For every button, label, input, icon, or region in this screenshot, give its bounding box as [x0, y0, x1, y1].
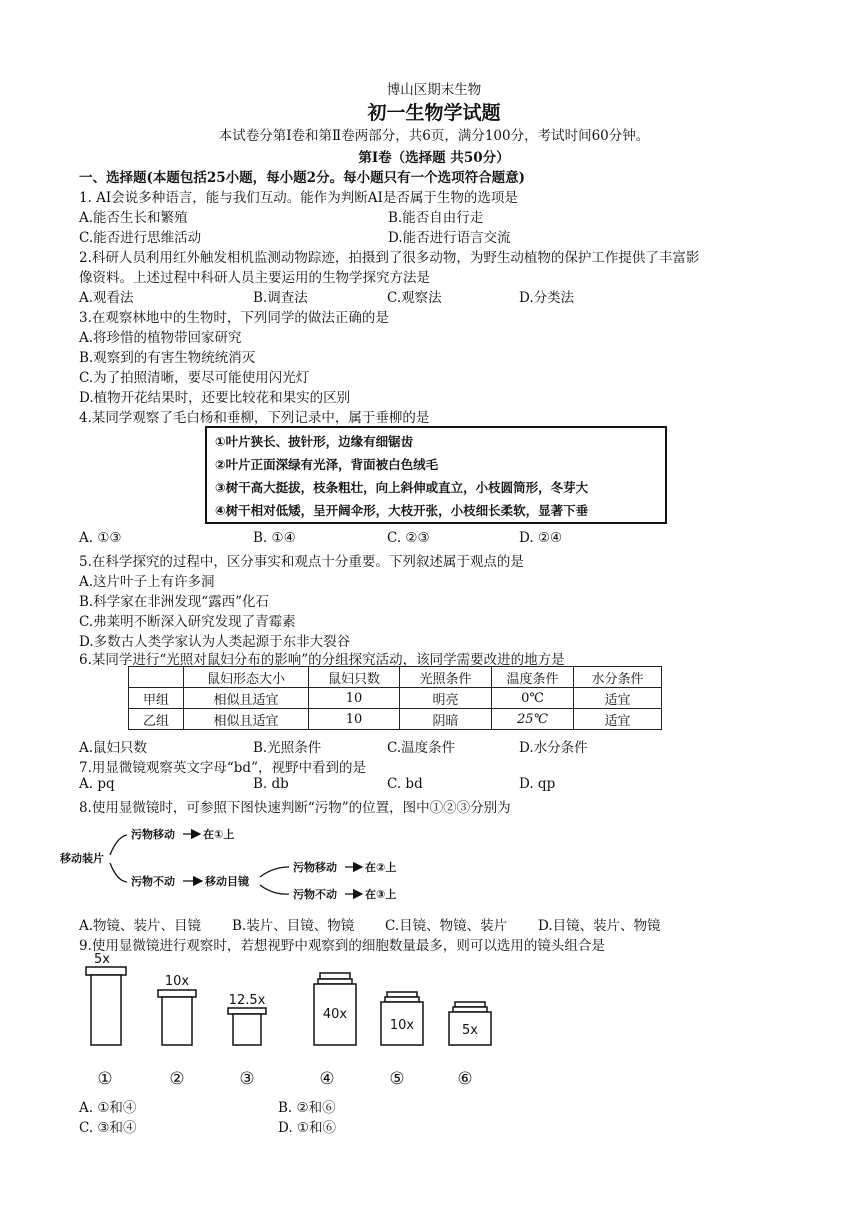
- question-9-stem: 9.使用显微镜进行观察时，若想视野中观察到的细胞数量最多，则可以选用的镜头组合是: [79, 938, 605, 954]
- question-4-option-c: C. ②③: [387, 530, 430, 546]
- table-cell: 相似且适宜: [184, 688, 309, 709]
- table-cell: 10: [309, 688, 400, 709]
- eyepiece-2-rim: [158, 990, 196, 997]
- lens-1-number: ①: [97, 1069, 113, 1089]
- table-header-cell: 温度条件: [492, 667, 574, 688]
- eyepiece-1-rim: [86, 967, 126, 975]
- question-1-option-c: C.能否进行思维活动: [79, 230, 202, 246]
- flow-still-1-label: 污物不动: [131, 875, 175, 888]
- table-header-cell: [129, 667, 184, 688]
- table-header-cell: 鼠妇只数: [309, 667, 400, 688]
- lens-2-magnification: 10x: [164, 974, 190, 989]
- table-cell: 甲组: [129, 688, 184, 709]
- eyepiece-3-icon: [233, 1014, 261, 1045]
- question-1-option-d: D.能否进行语言交流: [388, 230, 511, 246]
- lens-2-number: ②: [169, 1069, 185, 1089]
- flow-branch-upper: [110, 835, 127, 855]
- lens-1-magnification: 5x: [94, 952, 110, 967]
- exam-title: 初一生物学试题: [367, 102, 501, 124]
- table-row: [129, 709, 662, 730]
- observation-note-4: ④树干相对低矮，呈开阔伞形，大枝开张，小枝细长柔软，显著下垂: [215, 503, 589, 518]
- question-6-option-c: C.温度条件: [387, 740, 456, 756]
- question-4-option-a: A. ①③: [79, 530, 122, 546]
- question-9-option-b: B. ②和⑥: [278, 1100, 336, 1116]
- contaminant-flowchart: [55, 815, 435, 910]
- question-2-option-d: D.分类法: [519, 290, 575, 306]
- lens-5-magnification: 10x: [389, 1018, 415, 1033]
- question-1-option-b: B.能否自由行走: [388, 210, 484, 226]
- table-cell: 适宜: [574, 709, 662, 730]
- table-cell: 阴暗: [400, 709, 492, 730]
- question-9-option-d: D. ①和⑥: [278, 1120, 337, 1136]
- question-3-stem: 3.在观察林地中的生物时，下列同学的做法正确的是: [79, 310, 389, 326]
- question-3-option-a: A.将珍惜的植物带回家研究: [79, 330, 242, 346]
- question-6-option-d: D.水分条件: [519, 740, 588, 756]
- question-4-stem: 4.某同学观察了毛白杨和垂柳，下列记录中，属于垂柳的是: [79, 410, 430, 426]
- question-6-option-b: B.光照条件: [253, 740, 322, 756]
- table-header-cell: 光照条件: [400, 667, 492, 688]
- table-cell: 0℃: [492, 688, 574, 709]
- question-3-option-d: D.植物开花结果时，还要比较花和果实的区别: [79, 390, 351, 406]
- flow-branch-upper-2: [260, 867, 289, 877]
- question-7-option-d: D. qp: [519, 776, 556, 792]
- question-9-option-c: C. ③和④: [79, 1120, 137, 1136]
- table-header-row: [129, 667, 662, 688]
- question-5-option-a: A.这片叶子上有许多洞: [79, 574, 215, 590]
- experiment-table: [128, 666, 662, 730]
- flow-on-3-label: 在③上: [365, 888, 397, 901]
- question-4-option-b: B. ①④: [253, 530, 296, 546]
- eyepiece-1-icon: [91, 975, 121, 1045]
- question-9-option-a: A. ①和④: [79, 1100, 137, 1116]
- lens-5-number: ⑤: [389, 1069, 405, 1089]
- exam-subtitle: 博山区期末生物: [386, 82, 482, 98]
- exam-info: 本试卷分第Ⅰ卷和第Ⅱ卷两部分，共6页，满分100分，考试时间60分钟。: [218, 128, 650, 144]
- lens-4-magnification: 40x: [322, 1007, 348, 1022]
- question-2-option-a: A.观看法: [79, 290, 134, 306]
- microscope-lenses-figure: [78, 952, 498, 1090]
- question-8-option-a: A.物镜、装片、目镜: [79, 918, 202, 934]
- question-1-option-a: A.能否生长和繁殖: [79, 210, 188, 226]
- eyepiece-3-rim: [228, 1008, 266, 1014]
- flow-root-label: 移动装片: [60, 852, 104, 865]
- question-8-option-b: B.装片、目镜、物镜: [232, 918, 355, 934]
- flow-moves-1-label: 污物移动: [131, 828, 175, 841]
- lens-3-number: ③: [239, 1069, 255, 1089]
- table-cell: 25℃: [492, 709, 574, 730]
- question-6-stem: 6.某同学进行“光照对鼠妇分布的影响”的分组探究活动，该同学需要改进的地方是: [79, 652, 565, 668]
- table-cell: 适宜: [574, 688, 662, 709]
- flow-branch-lower: [110, 863, 127, 882]
- question-7-option-b: B. db: [253, 776, 289, 792]
- question-8-option-d: D.目镜、装片、物镜: [538, 918, 661, 934]
- table-cell: 乙组: [129, 709, 184, 730]
- flow-move-eyepiece-label: 移动目镜: [205, 875, 249, 888]
- question-7-option-a: A. pq: [79, 776, 115, 792]
- question-3-option-b: B.观察到的有害生物统统消灭: [79, 350, 256, 366]
- lens-3-magnification: 12.5x: [228, 993, 266, 1008]
- table-cell: 10: [309, 709, 400, 730]
- lens-4-number: ④: [319, 1069, 335, 1089]
- observation-notes-box: [205, 426, 667, 524]
- volume-heading: 第Ⅰ卷（选择题 共50分）: [358, 150, 510, 166]
- question-5-option-b: B.科学家在非洲发现“露西”化石: [79, 594, 270, 610]
- question-8-stem: 8.使用显微镜时，可参照下图快速判断“污物”的位置，图中①②③分别为: [79, 800, 511, 816]
- question-8-option-c: C.目镜、物镜、装片: [385, 918, 508, 934]
- eyepiece-2-icon: [162, 997, 192, 1045]
- flow-on-2-label: 在②上: [365, 861, 397, 874]
- question-7-stem: 7.用显微镜观察英文字母“bd”，视野中看到的是: [79, 760, 366, 776]
- question-3-option-c: C.为了拍照清晰，要尽可能使用闪光灯: [79, 370, 310, 386]
- objective-4-cap: [320, 973, 350, 979]
- question-2-stem-line-2: 像资料。上述过程中科研人员主要运用的生物学探究方法是: [79, 270, 430, 286]
- question-6-option-a: A.鼠妇只数: [79, 740, 148, 756]
- flow-still-2-label: 污物不动: [293, 888, 337, 901]
- observation-note-1: ①叶片狭长、披针形，边缘有细锯齿: [215, 434, 414, 449]
- section-heading: 一、选择题(本题包括25小题，每小题2分。每小题只有一个选项符合题意): [79, 170, 525, 186]
- question-1-stem: 1. AI会说多种语言，能与我们互动。能作为判断AI是否属于生物的选项是: [79, 190, 518, 206]
- flow-on-1-label: 在①上: [203, 828, 235, 841]
- question-2-stem-line-1: 2.科研人员利用红外触发相机监测动物踪迹，拍摄到了很多动物，为野生动植物的保护工作提供了丰富影: [79, 250, 700, 266]
- question-5-option-c: C.弗莱明不断深入研究发现了青霉素: [79, 614, 296, 630]
- question-5-stem: 5.在科学探究的过程中，区分事实和观点十分重要。下列叙述属于观点的是: [79, 554, 524, 570]
- observation-note-3: ③树干高大挺拔，枝条粗壮，向上斜伸或直立，小枝圆筒形，冬芽大: [215, 480, 589, 495]
- flow-moves-2-label: 污物移动: [293, 861, 337, 874]
- lens-6-number: ⑥: [457, 1069, 473, 1089]
- table-cell: 相似且适宜: [184, 709, 309, 730]
- flow-branch-lower-2: [260, 885, 289, 894]
- table-row: [129, 688, 662, 709]
- table-header-cell: 水分条件: [574, 667, 662, 688]
- question-7-option-c: C. bd: [387, 776, 423, 792]
- question-2-option-b: B.调查法: [253, 290, 308, 306]
- lens-6-magnification: 5x: [462, 1023, 478, 1038]
- question-5-option-d: D.多数古人类学家认为人类起源于东非大裂谷: [79, 634, 351, 650]
- question-2-option-c: C.观察法: [387, 290, 442, 306]
- observation-note-2: ②叶片正面深绿有光泽，背面被白色绒毛: [215, 457, 439, 472]
- table-cell: 明亮: [400, 688, 492, 709]
- table-header-cell: 鼠妇形态大小: [184, 667, 309, 688]
- question-4-option-d: D. ②④: [519, 530, 563, 546]
